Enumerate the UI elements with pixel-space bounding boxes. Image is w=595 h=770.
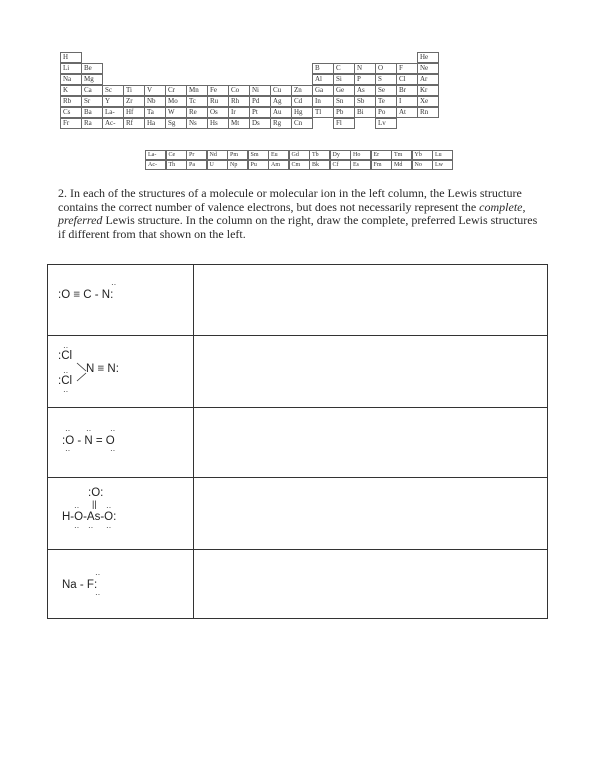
element-cell: Te [375, 96, 397, 107]
element-cell: W [165, 107, 187, 118]
lone-pair-dots: ·· [111, 280, 117, 289]
element-cell: Br [396, 85, 418, 96]
element-cell: At [396, 107, 418, 118]
element-cell: Na [60, 74, 82, 85]
element-cell: Re [186, 107, 208, 118]
f-block-cell: Eu [268, 150, 289, 160]
element-cell: P [354, 74, 376, 85]
element-cell: Pt [249, 107, 271, 118]
element-cell: Li [60, 63, 82, 74]
lone-pair-dots: ·· [74, 503, 80, 512]
element-cell: Si [333, 74, 355, 85]
question-2 [58, 187, 543, 241]
f-block-cell: Am [268, 160, 289, 170]
element-cell: Lv [375, 118, 397, 129]
lewis-structure-table [47, 264, 548, 619]
f-block-cell: Nd [207, 150, 228, 160]
atom-n-triple-n: N ≡ N: [86, 363, 119, 375]
element-cell: Al [312, 74, 334, 85]
f-block-cell: Sm [248, 150, 269, 160]
question-text-2: Lewis structure. In the column on the right, draw the complete, preferred Lewis structures if different from that shown on the left. [58, 213, 538, 241]
element-cell: Cu [270, 85, 292, 96]
element-cell: Rh [228, 96, 250, 107]
f-block-cell: Es [350, 160, 371, 170]
f-block-cell: Lu [432, 150, 453, 160]
lone-pair-dots: ·· [65, 426, 71, 435]
element-cell: He [417, 52, 439, 63]
lone-pair-dots: ·· [88, 523, 94, 532]
element-cell: Ne [417, 63, 439, 74]
element-cell: H [60, 52, 82, 63]
element-cell: Ns [186, 118, 208, 129]
element-cell: Cr [165, 85, 187, 96]
element-cell: O [375, 63, 397, 74]
f-block-cell: Np [227, 160, 248, 170]
f-block-cell: Ho [350, 150, 371, 160]
question-emphasis: complete, preferred [58, 199, 526, 227]
element-cell: As [354, 85, 376, 96]
double-bond: || [92, 499, 97, 509]
element-cell: Cd [291, 96, 313, 107]
element-cell: Tl [312, 107, 334, 118]
element-cell: Sb [354, 96, 376, 107]
element-cell: Ar [417, 74, 439, 85]
structure-label: :O ≡ C - N: [58, 289, 114, 301]
f-block-cell: Md [391, 160, 412, 170]
f-block-cell: Er [371, 150, 392, 160]
element-cell: Os [207, 107, 229, 118]
element-cell: N [354, 63, 376, 74]
f-block-cell: Th [166, 160, 187, 170]
atom-cl-top: :Cl [58, 350, 73, 362]
lone-pair-dots: ·· [110, 426, 116, 435]
f-block-cell: Gd [289, 150, 310, 160]
element-cell: Ag [270, 96, 292, 107]
f-block-cell: Pm [227, 150, 248, 160]
element-cell: Ni [249, 85, 271, 96]
atom-cl-bottom: :Cl [58, 375, 73, 387]
f-block-cell: Fm [371, 160, 392, 170]
lone-pair-dots: ·· [74, 523, 80, 532]
lone-pair-dots: ·· [86, 426, 92, 435]
element-cell: C [333, 63, 355, 74]
element-cell: Au [270, 107, 292, 118]
answer-cell-2[interactable] [194, 336, 547, 407]
element-cell: Mt [228, 118, 250, 129]
element-cell: Zr [123, 96, 145, 107]
element-cell: Zn [291, 85, 313, 96]
element-cell: Fl [333, 118, 355, 129]
element-cell: Ta [144, 107, 166, 118]
f-block-cell: Ac- [145, 160, 166, 170]
element-cell: Rf [123, 118, 145, 129]
element-cell: Ir [228, 107, 250, 118]
element-cell: Po [375, 107, 397, 118]
f-block-cell: Tm [391, 150, 412, 160]
f-block-cell: Lw [432, 160, 453, 170]
element-cell: Mg [81, 74, 103, 85]
element-cell: Ge [333, 85, 355, 96]
lone-pair-dots: ·· [106, 523, 112, 532]
element-cell: Ba [81, 107, 103, 118]
f-block-cell: Bk [309, 160, 330, 170]
element-cell: Ra [81, 118, 103, 129]
element-cell: Ds [249, 118, 271, 129]
f-block-cell: No [412, 160, 433, 170]
element-cell: Rg [270, 118, 292, 129]
element-cell: I [396, 96, 418, 107]
f-block-cell: Cf [330, 160, 351, 170]
structure-label: H-O-As-O: [62, 511, 117, 523]
element-cell: Sc [102, 85, 124, 96]
lone-pair-dots: ·· [106, 503, 112, 512]
element-cell: Bi [354, 107, 376, 118]
f-block-cell: Yb [412, 150, 433, 160]
element-cell: Xe [417, 96, 439, 107]
lone-pair-dots: ·· [95, 590, 101, 599]
answer-cell-3[interactable] [194, 408, 547, 477]
element-cell: Kr [417, 85, 439, 96]
element-cell: Ru [207, 96, 229, 107]
f-block-cell: Pu [248, 160, 269, 170]
element-cell: Y [102, 96, 124, 107]
lone-pair-dots: ·· [65, 446, 71, 455]
element-cell: Rb [60, 96, 82, 107]
question-text-1: In each of the structures of a molecule or molecular ion in the left column, the Lewis structure contains the correct number of valence electrons, but does not necessarily represent the [58, 186, 522, 214]
element-cell: Tc [186, 96, 208, 107]
f-block-cell: La- [145, 150, 166, 160]
element-cell: Co [228, 85, 250, 96]
lone-pair-dots: ·· [63, 368, 69, 377]
answer-cell-4[interactable] [194, 478, 547, 549]
f-block-cell: Ce [166, 150, 187, 160]
lone-pair-dots: ·· [63, 343, 69, 352]
lone-pair-dots: ·· [63, 387, 69, 396]
element-cell: Se [375, 85, 397, 96]
element-cell: Ac- [102, 118, 124, 129]
element-cell: Sg [165, 118, 187, 129]
answer-cell-1[interactable] [194, 265, 547, 335]
f-block-cell: U [207, 160, 228, 170]
element-cell: Ha [144, 118, 166, 129]
element-cell: Hs [207, 118, 229, 129]
element-cell: Fr [60, 118, 82, 129]
element-cell: S [375, 74, 397, 85]
element-cell: Be [81, 63, 103, 74]
element-cell: La- [102, 107, 124, 118]
element-cell: Nb [144, 96, 166, 107]
element-cell: Hf [123, 107, 145, 118]
f-block-cell: Tb [309, 150, 330, 160]
f-block-cell: Dy [330, 150, 351, 160]
element-cell: K [60, 85, 82, 96]
lone-pair-dots: ·· [95, 570, 101, 579]
structure-label: Na - F: [62, 579, 98, 591]
element-cell: V [144, 85, 166, 96]
element-cell: Rn [417, 107, 439, 118]
element-cell: B [312, 63, 334, 74]
f-block-cell: Pa [186, 160, 207, 170]
element-cell: Sr [81, 96, 103, 107]
element-cell: Cl [396, 74, 418, 85]
lone-pair-dots: ·· [110, 446, 116, 455]
element-cell: Pd [249, 96, 271, 107]
f-block-cell: Pr [186, 150, 207, 160]
element-cell: Mo [165, 96, 187, 107]
element-cell: Ca [81, 85, 103, 96]
element-cell: In [312, 96, 334, 107]
element-cell: Ga [312, 85, 334, 96]
answer-cell-5[interactable] [194, 550, 547, 619]
element-cell: Ti [123, 85, 145, 96]
element-cell: Mn [186, 85, 208, 96]
element-cell: Hg [291, 107, 313, 118]
f-block-cell: Cm [289, 160, 310, 170]
element-cell: Fe [207, 85, 229, 96]
element-cell: Cs [60, 107, 82, 118]
structure-label: :O - N = O [62, 435, 115, 447]
element-cell: Pb [333, 107, 355, 118]
element-cell: Sn [333, 96, 355, 107]
element-cell: Cn [291, 118, 313, 129]
question-number: 2. [58, 186, 67, 200]
element-cell: F [396, 63, 418, 74]
atom-o-top: :O: [88, 487, 104, 499]
